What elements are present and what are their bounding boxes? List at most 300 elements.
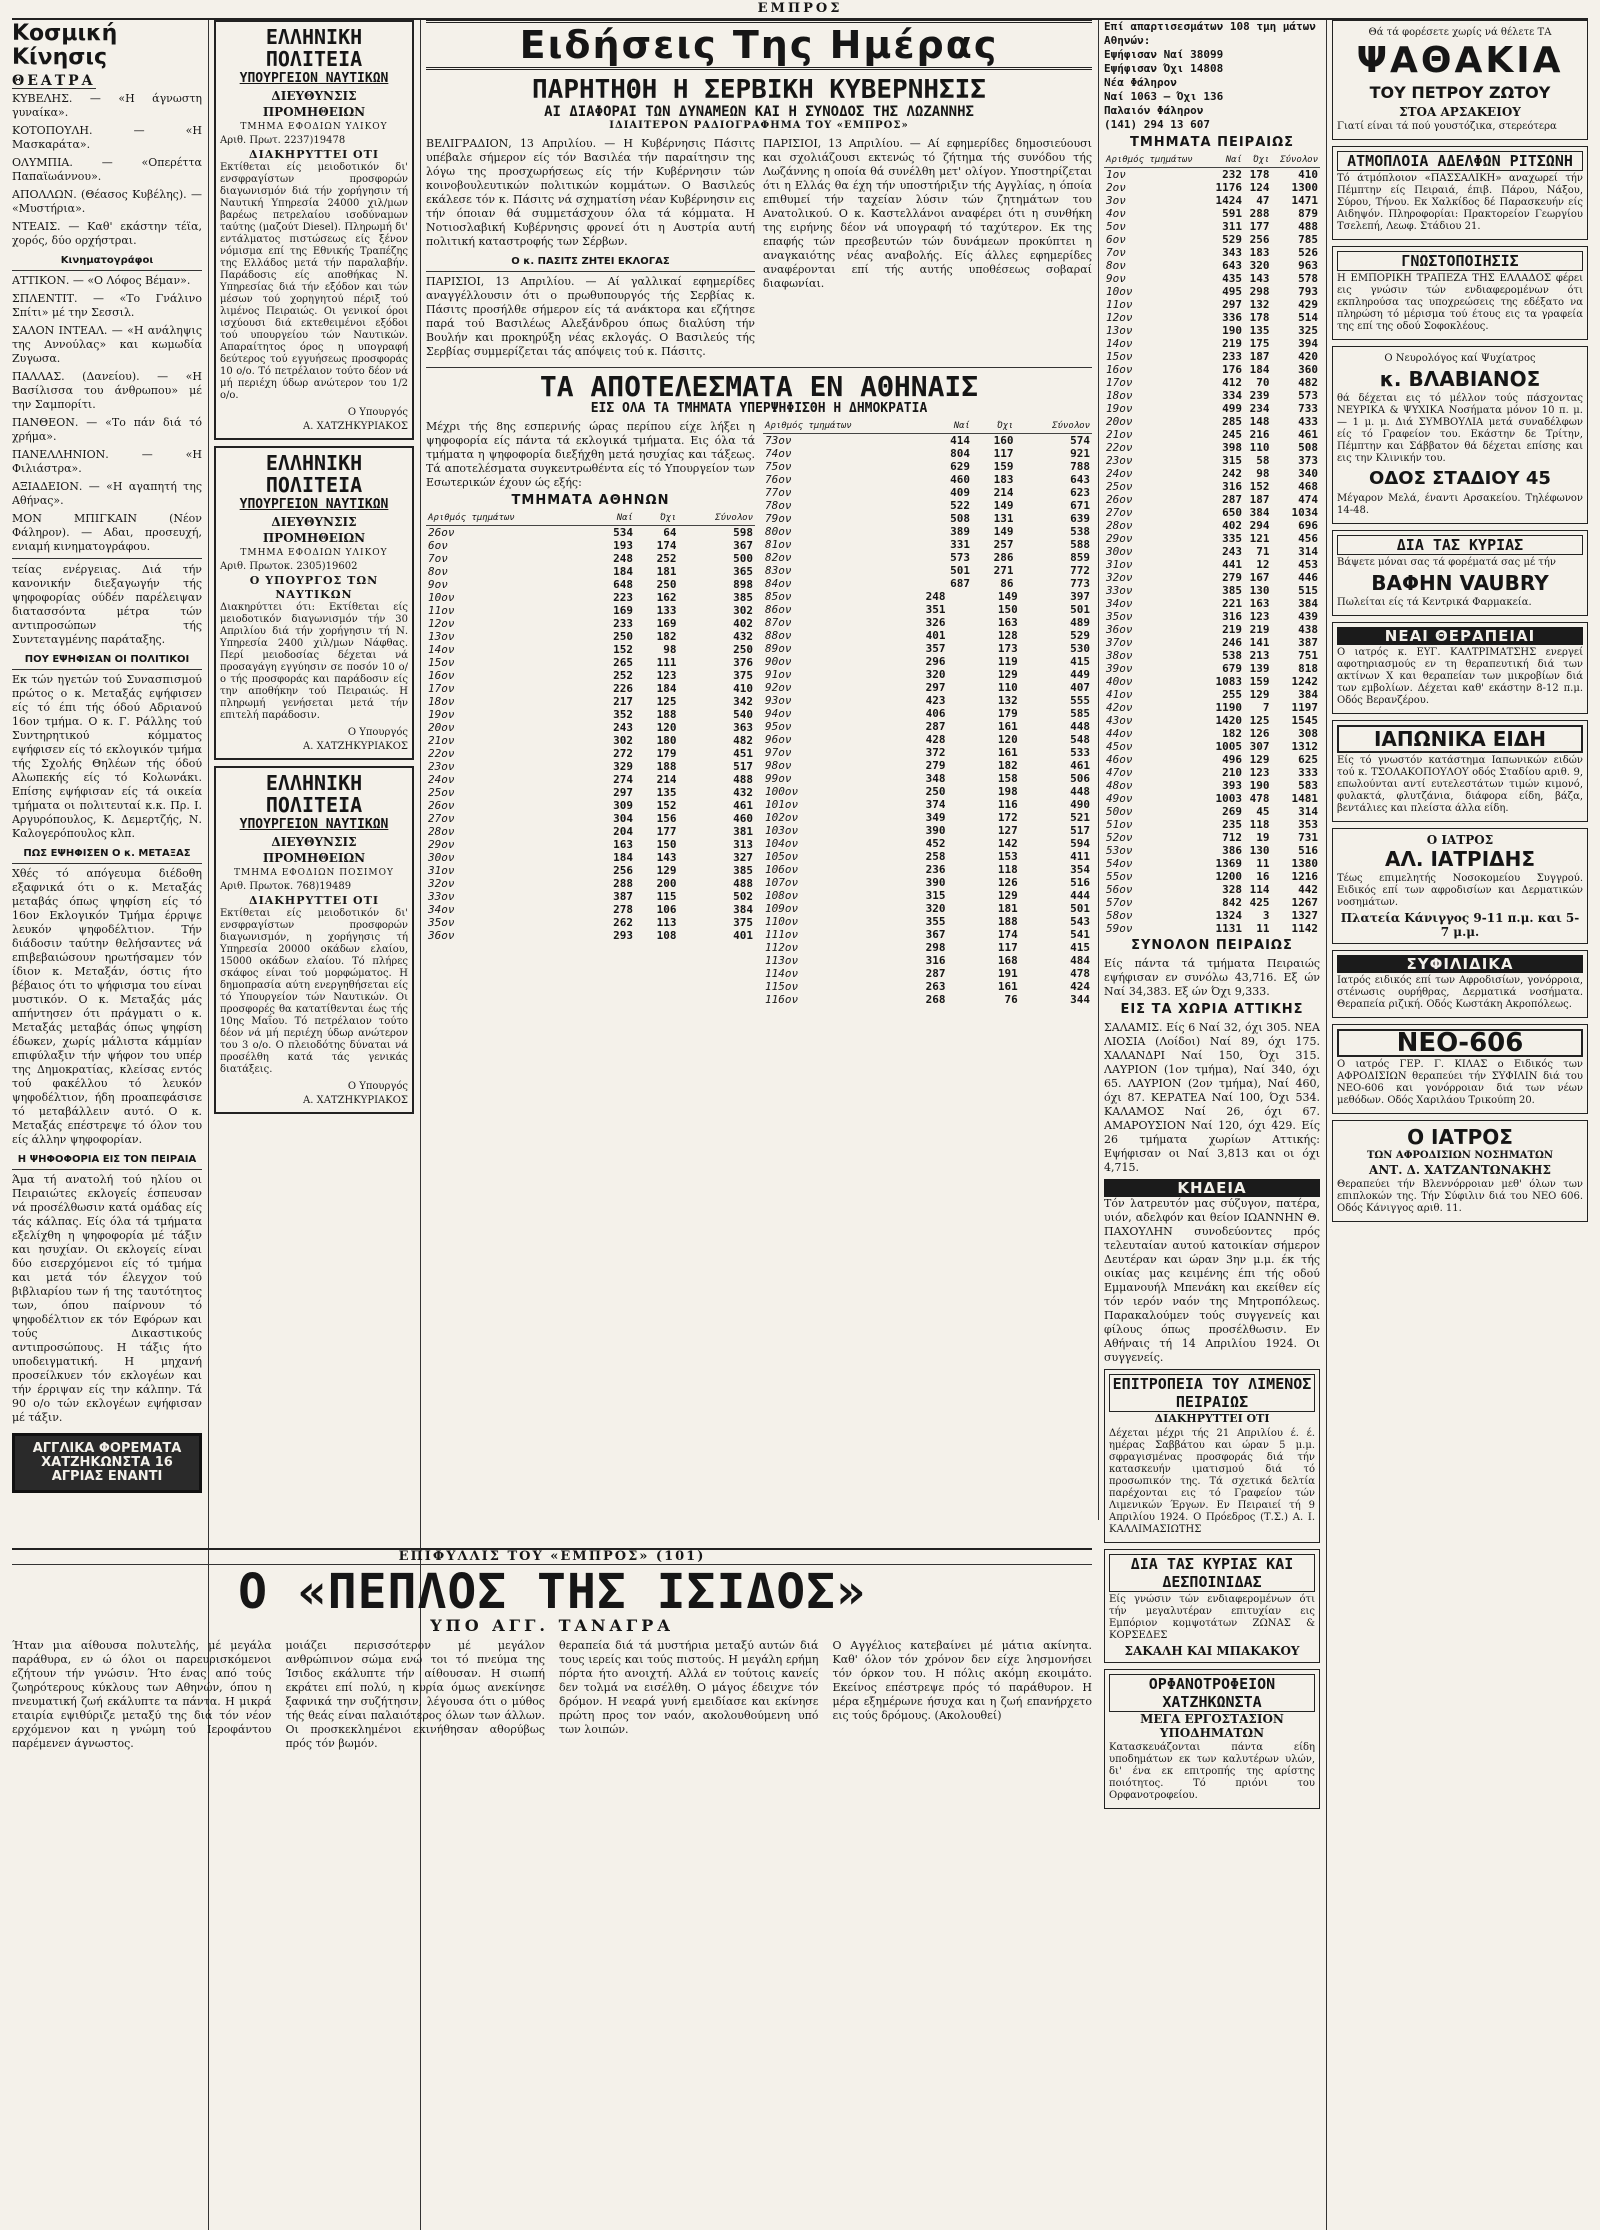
table-cell: 1242 bbox=[1291, 675, 1318, 688]
attica-title: ΕΙΣ ΤΑ ΧΩΡΙΑ ΑΤΤΙΚΗΣ bbox=[1120, 1002, 1304, 1017]
table-cell: 263 bbox=[925, 980, 946, 994]
cinemas-list bbox=[12, 274, 202, 554]
merger-text: Η ΕΜΠΟΡΙΚΗ ΤΡΑΠΕΖΑ ΤΗΣ ΕΛΛΑΔΟΣ φέρει εις γνώσιν τών ενδιαφερομένων ότι εκπληρούσα τας υποχρεώσεις της εδέξατο να πληρώση τό μέρισμα τού έτους εις τα γραφεία της επί της οδού Σοφοκλέους. bbox=[1337, 273, 1583, 332]
table-cell: 316 bbox=[1222, 610, 1242, 623]
table-cell: 320 bbox=[1249, 259, 1270, 272]
table-cell: 58 bbox=[1256, 454, 1270, 467]
table-row bbox=[763, 993, 1092, 1006]
table-cell: 22ον bbox=[428, 747, 455, 761]
table-cell: 33ον bbox=[428, 890, 455, 904]
table-row bbox=[426, 747, 755, 760]
table-cell: 406 bbox=[925, 707, 946, 721]
table-cell: 162 bbox=[656, 591, 677, 605]
table-row bbox=[1104, 623, 1320, 636]
table-cell: 31ον bbox=[428, 864, 455, 878]
theatres-label: ΘΕΑΤΡΑ bbox=[12, 73, 96, 89]
table-row bbox=[763, 759, 1092, 772]
table-row bbox=[763, 590, 1092, 603]
table-cell: 314 bbox=[1298, 545, 1318, 558]
notice-department: ΤΜΗΜΑ ΕΦΟΔΙΩΝ ΥΛΙΚΟΥ bbox=[240, 122, 388, 132]
doctor-pre: Ο ΙΑΤΡΟΣ bbox=[1426, 833, 1494, 847]
section-text: Άμα τή ανατολή τού ηλίου οι Πειραιώτες εκλογείς έσπευσαν νά προσέλθωσιν κατά ομάδας είς τάς κάλπας. Είς όλα τά τμήματα εξελίχθη η ψηφοφορία μέ τάξιν και ησυχίαν. Οι εκλογείς είναι δύο εισερχόμενοι είς τό τμήμα και μετά τόν έλεγχον τού βιβλιαρίου των ή της ταυτότητος των, όπου παίρνουν τό ψηφοδέλτιον εκ τόν Εφόρων και τούς Δικαστικούς αντιπροσώπους. Η τάξις ήτο υποδειγματική. Η μηχανή προσείλκυεν τόν εκλογέων και τήν έρριψαν είς την κάλπην. Τά 90 ο/ο τών εκλογέων εψήφισαν μέ τάξιν. bbox=[12, 1173, 202, 1424]
notice-signature-title: Ο Υπουργός bbox=[347, 1081, 408, 1092]
table-cell: 47ον bbox=[1106, 766, 1133, 779]
table-cell: 316 bbox=[925, 954, 946, 968]
table-cell: 573 bbox=[950, 551, 970, 565]
table-row bbox=[426, 604, 755, 617]
table-cell: 148 bbox=[1249, 415, 1270, 428]
table-cell: 381 bbox=[733, 825, 753, 839]
table-row bbox=[763, 655, 1092, 668]
table-row bbox=[1104, 688, 1320, 701]
table-cell: 87ον bbox=[765, 616, 792, 630]
table-cell: 696 bbox=[1298, 519, 1318, 532]
table-row bbox=[426, 643, 755, 656]
table-cell: 103ον bbox=[765, 824, 799, 838]
column-piraeus bbox=[1104, 20, 1320, 1815]
table-cell: 262 bbox=[613, 916, 633, 930]
table-cell: 501 bbox=[1070, 603, 1090, 617]
vaubry-title: ΒΑΦΗΝ VAUBRY bbox=[1371, 571, 1549, 595]
table-cell: 153 bbox=[997, 850, 1018, 864]
table-cell: 842 bbox=[1222, 896, 1242, 909]
table-cell: 116ον bbox=[765, 993, 799, 1007]
table-cell: 385 bbox=[733, 591, 753, 605]
table-cell: 158 bbox=[997, 772, 1018, 786]
table-cell: 5ον bbox=[1106, 220, 1126, 233]
table-cell: 514 bbox=[1298, 311, 1318, 324]
table-row bbox=[1104, 168, 1320, 182]
table-cell: 115ον bbox=[765, 980, 799, 994]
table-cell: 336 bbox=[1222, 311, 1242, 324]
table-cell: 250 bbox=[656, 578, 677, 592]
table-cell: 106ον bbox=[765, 863, 799, 877]
table-cell: 106 bbox=[656, 903, 677, 917]
subhead-serbia: ΑΙ ΔΙΑΦΟΡΑΙ ΤΩΝ ΔΥΝΑΜΕΩΝ ΚΑΙ Η ΣΥΝΟΔΟΣ ΤΗΣ ΛΩΖΑΝΝΗΣ bbox=[544, 103, 974, 120]
table-cell: 1034 bbox=[1291, 506, 1318, 519]
attica-text: ΣΑΛΑΜΙΣ. Είς 6 Ναί 32, όχι 305. ΝΕΑ ΛΙΟΣΙΑ (Λοίδοι) Ναί 89, όχι 175. ΧΑΛΑΝΔΡΙ Ναί 150, Όχι 315. ΛΑΥΡΙΟΝ (1ον τμήμα), Ναί 340, όχι 65. ΛΑΥΡΙΟΝ (2ον τμήμα), Ναί 460, όχι 87. ΚΕΡΑΤΕΑ Ναί 100, Όχι 534. ΚΑΛΑΜΟΣ Ναί 26, όχι 67. ΑΜΑΡΟΥΣΙΟΝ Ναί 120, όχι 429. Είς 26 τμήματα χωρίων Αττικής: Εψήφισαν οι Ναί 3,813 και οι όχι 4,715. bbox=[1104, 1021, 1320, 1174]
table-cell: 1005 bbox=[1215, 740, 1242, 753]
table-cell: 48ον bbox=[1106, 779, 1133, 792]
table-cell: 625 bbox=[1298, 753, 1318, 766]
table-cell: 25ον bbox=[1106, 480, 1133, 493]
table-row bbox=[426, 695, 755, 708]
table-cell: 188 bbox=[997, 915, 1018, 929]
table-cell: 126 bbox=[997, 876, 1018, 890]
table-row bbox=[1104, 909, 1320, 922]
table-cell: 141 bbox=[1249, 636, 1270, 649]
column-header: Σύνολον bbox=[1272, 154, 1320, 168]
table-cell: 478 bbox=[1070, 967, 1090, 981]
theatre-item: ΚΥΒΕΛΗΣ. — «Η άγνωστη γυναίκα». bbox=[12, 92, 202, 119]
table-cell: 12ον bbox=[428, 617, 455, 631]
table-cell: 55ον bbox=[1106, 870, 1133, 883]
table-cell: 184 bbox=[656, 682, 677, 696]
table-cell: 142 bbox=[997, 837, 1018, 851]
table-cell: 96ον bbox=[765, 733, 792, 747]
table-cell: 57ον bbox=[1106, 896, 1133, 909]
table-row bbox=[1104, 220, 1320, 233]
table-cell: 420 bbox=[1298, 350, 1318, 363]
table-cell: 517 bbox=[1070, 824, 1090, 838]
table-cell: 773 bbox=[1070, 577, 1090, 591]
ritsoni-text: Τό άτμόπλοιον «ΠΑΣΣΑΛΙΚΗ» αναχωρεί τήν Πέμπτην είς Πειραιά, έπιβ. Πάρου, Νάξου, Σύρου, Τήνου. Εκ Χαλκίδος δέ Παρασκευήν είς Αιδηψόν. Πληροφορίαι: Πρακτορείον Γεωργίου Τσελεπή, Λεωφ. Στάδιου 21. bbox=[1337, 173, 1583, 232]
table-cell: 423 bbox=[925, 694, 946, 708]
table-cell: 183 bbox=[1249, 246, 1270, 259]
notice-directorate: ΔΙΕΥΘΥΝΣΙΣ ΠΡΟΜΗΘΕΙΩΝ bbox=[262, 515, 366, 545]
table-cell: 415 bbox=[1070, 655, 1090, 669]
table-row bbox=[1104, 610, 1320, 623]
column-header: Σύνολον bbox=[678, 512, 755, 526]
doctor-text: Τέως επιμελητής Νοσοκομείου Συγγρού. Ειδικός επί των αφροδισίων και Δερματικών νοσημάτων. bbox=[1337, 873, 1583, 908]
table-cell: 42ον bbox=[1106, 701, 1133, 714]
table-row bbox=[1104, 831, 1320, 844]
table-row bbox=[763, 941, 1092, 954]
orphan-text: Κατασκευάζονται πάντα είδη υποδημάτων εκ των καλυτέρων υλών, δι' ένα εκ επιτροπής της αρίστης ποιότητος. Τό πριόνι του Ορφανοτροφείου. bbox=[1109, 1742, 1315, 1801]
masthead: ΕΜΠΡΟΣ bbox=[12, 0, 1588, 20]
table-cell: 325 bbox=[1298, 324, 1318, 337]
table-cell: 11 bbox=[1256, 857, 1270, 870]
table-row bbox=[1104, 740, 1320, 753]
table-cell: 501 bbox=[950, 564, 970, 578]
table-cell: 385 bbox=[733, 864, 753, 878]
table-cell: 223 bbox=[613, 591, 633, 605]
table-cell: 9ον bbox=[1106, 272, 1126, 285]
table-cell: 129 bbox=[1249, 753, 1270, 766]
table-cell: 1267 bbox=[1291, 896, 1318, 909]
table-cell: 184 bbox=[613, 565, 633, 579]
piraeus-total-title: ΣΥΝΟΛΟΝ ΠΕΙΡΑΙΩΣ bbox=[1131, 938, 1293, 953]
table-cell: 188 bbox=[656, 708, 677, 722]
table-cell: 785 bbox=[1298, 233, 1318, 246]
table-cell: 390 bbox=[925, 824, 946, 838]
section-text: Εκ τών ηγετών τού Συνασπισμού πρώτος ο κ. Μεταξάς εψήφισεν είς τό έπι τής όδού Αδριανού 16ον τμήμα. Ο κ. Γ. Ράλλης τού Συντηρητικού κόμματος εψήφισεν είς τό εκλογικόν τμήμα τής Σχολής Θηλέων τής όδού Αλωπεκής είς τό Κολωνάκι. Επίσης εψήφισαν είς τά οικεία τμήματα οι πολιτευταί κ.κ. Πρ. Ι. Αργυρόπουλος, Κ. Δεμερτζής, Ν. Καλογερόπουλος κλπ. bbox=[12, 673, 202, 840]
table-cell: 86ον bbox=[765, 603, 792, 617]
table-cell: 123 bbox=[1249, 610, 1270, 623]
table-cell: 216 bbox=[1249, 428, 1270, 441]
table-cell: 438 bbox=[1298, 623, 1318, 636]
table-cell: 110 bbox=[1249, 441, 1270, 454]
neuro-text: θά δέχεται εις τό μέλλον τούς πάσχοντας ΝΕΥΡΙΚΑ & ΨΥΧΙΚΑ Νοσήματα μόνον 10 π. μ. — 1 μ. μ. Διά ΣΥΜΒΟΥΛΙΑ μετά συναδέλφων είς τό Γραφείον του. Εκάστην δε Τρίτην, Πέμπτην και Σάββατον θά δέχεται επίσης και εις την Κλινικήν του. bbox=[1337, 393, 1583, 464]
table-row bbox=[426, 916, 755, 929]
table-row bbox=[1104, 363, 1320, 376]
column-header: Αριθμός τμημάτων bbox=[426, 512, 591, 526]
table-cell: 598 bbox=[733, 526, 753, 540]
table-cell: 585 bbox=[1070, 707, 1090, 721]
table-cell: 161 bbox=[997, 980, 1018, 994]
table-cell: 88ον bbox=[765, 629, 792, 643]
table-cell: 288 bbox=[1249, 207, 1270, 220]
table-cell: 135 bbox=[656, 786, 677, 800]
table-cell: 340 bbox=[1298, 467, 1318, 480]
notice-ministry: ΥΠΟΥΡΓΕΙΟΝ ΝΑΥΤΙΚΩΝ bbox=[239, 497, 389, 512]
table-row bbox=[763, 811, 1092, 824]
table-cell: 159 bbox=[1249, 675, 1270, 688]
table-cell: 81ον bbox=[765, 538, 792, 552]
table-cell: 315 bbox=[925, 889, 946, 903]
table-cell: 152 bbox=[613, 643, 633, 657]
column-ads bbox=[1332, 20, 1588, 1228]
table-cell: 50ον bbox=[1106, 805, 1133, 818]
table-cell: 385 bbox=[1222, 584, 1242, 597]
table-cell: 548 bbox=[1070, 733, 1090, 747]
table-cell: 1312 bbox=[1291, 740, 1318, 753]
table-cell: 130 bbox=[1249, 584, 1270, 597]
table-cell: 243 bbox=[613, 721, 633, 735]
cinema-item: ΑΤΤΙΚΟΝ. — «Ο Λόφος Βέμαν». bbox=[12, 274, 191, 287]
table-cell: 56ον bbox=[1106, 883, 1133, 896]
table-row bbox=[426, 539, 755, 552]
table-row bbox=[763, 538, 1092, 551]
table-cell: 214 bbox=[993, 486, 1014, 500]
table-cell: 110 bbox=[997, 681, 1018, 695]
table-cell: 363 bbox=[733, 721, 753, 735]
table-row bbox=[1104, 389, 1320, 402]
table-cell: 11ον bbox=[428, 604, 455, 618]
table-row bbox=[763, 473, 1092, 486]
table-cell: 29ον bbox=[1106, 532, 1133, 545]
table-cell: 515 bbox=[1298, 584, 1318, 597]
table-cell: 184 bbox=[613, 851, 633, 865]
table-cell: 54ον bbox=[1106, 857, 1133, 870]
table-cell: 79ον bbox=[765, 512, 792, 526]
table-cell: 124 bbox=[1249, 181, 1270, 194]
table-cell: 226 bbox=[613, 682, 633, 696]
section-head: ΠΟΥ ΕΨΗΦΙΣΑΝ ΟΙ ΠΟΛΙΤΙΚΟΙ bbox=[12, 653, 202, 670]
table-cell: 101ον bbox=[765, 798, 799, 812]
table-row bbox=[1104, 311, 1320, 324]
table-cell: 183 bbox=[993, 473, 1014, 487]
sub-pasits: Ο κ. ΠΑΣΙΤΣ ΖΗΤΕΙ ΕΚΛΟΓΑΣ bbox=[426, 255, 755, 272]
table-cell: 313 bbox=[733, 838, 753, 852]
table-cell: 279 bbox=[925, 759, 946, 773]
table-row bbox=[1104, 792, 1320, 805]
ministry-notice bbox=[214, 766, 414, 1114]
table-cell: 19ον bbox=[428, 708, 455, 722]
table-cell: 257 bbox=[993, 538, 1014, 552]
harbour-title: ΕΠΙΤΡΟΠΕΙΑ ΤΟΥ ΛΙΜΕΝΟΣ ΠΕΙΡΑΙΩΣ bbox=[1109, 1374, 1315, 1412]
table-cell: 21ον bbox=[428, 734, 455, 748]
column-header: Σύνολον bbox=[1015, 420, 1092, 434]
table-cell: 439 bbox=[1298, 610, 1318, 623]
table-cell: 2ον bbox=[1106, 181, 1126, 194]
table-row bbox=[426, 682, 755, 695]
table-cell: 110ον bbox=[765, 915, 799, 929]
table-cell: 163 bbox=[613, 838, 633, 852]
table-cell: 648 bbox=[613, 578, 633, 592]
notice-department: ΤΜΗΜΑ ΕΦΟΔΙΩΝ ΠΟΣΙΜΟΥ bbox=[234, 868, 394, 878]
table-row bbox=[426, 838, 755, 851]
table-cell: 174 bbox=[656, 539, 677, 553]
neo-text: Ο ιατρός ΓΕΡ. Γ. ΚΙΛΑΣ ο Ειδικός των ΑΦΡΟΔΙΣΙΩΝ θεραπεύει τήν ΣΥΦΙΛΙΝ διά του ΝΕΟ-606 και γονόρροιαν διά των νέων μεθόδων. Οδός Χαριλάου Τρικούπη 20. bbox=[1337, 1059, 1583, 1106]
table-cell: 279 bbox=[1222, 571, 1242, 584]
theatre-item: ΝΤΕΑΙΣ. — Καθ' εκάστην τέϊα, χορός, δύο ορχήστραι. bbox=[12, 220, 202, 247]
table-row bbox=[763, 824, 1092, 837]
table-cell: 36ον bbox=[1106, 623, 1133, 636]
summary-line: Νέα Φάληρον bbox=[1104, 76, 1177, 89]
table-cell: 161 bbox=[997, 746, 1018, 760]
table-cell: 285 bbox=[1222, 415, 1242, 428]
table-row bbox=[1104, 584, 1320, 597]
table-cell: 315 bbox=[1222, 454, 1242, 467]
table-cell: 256 bbox=[1249, 233, 1270, 246]
table-cell: 375 bbox=[733, 669, 753, 683]
table-row bbox=[763, 707, 1092, 720]
table-cell: 1420 bbox=[1215, 714, 1242, 727]
vaubry-text: Βάψετε μόναι σας τά φορέματά σας μέ τήν bbox=[1337, 557, 1556, 568]
table-cell: 139 bbox=[1249, 662, 1270, 675]
table-cell: 159 bbox=[993, 460, 1014, 474]
table-cell: 402 bbox=[1222, 519, 1242, 532]
table-cell: 1369 bbox=[1215, 857, 1242, 870]
table-row bbox=[1104, 714, 1320, 727]
table-row bbox=[426, 552, 755, 565]
table-row bbox=[426, 526, 755, 540]
table-cell: 488 bbox=[733, 773, 753, 787]
athens-table-c bbox=[763, 590, 1092, 1006]
table-cell: 214 bbox=[656, 773, 677, 787]
table-cell: 78ον bbox=[765, 499, 792, 513]
table-row bbox=[763, 447, 1092, 460]
cinema-item: ΣΑΛΟΝ ΙΝΤΕΑΛ. — «Η ανάληψις της Αννούλας» και κωμωδία Ζυγωσα. bbox=[12, 324, 202, 365]
table-row bbox=[1104, 870, 1320, 883]
table-cell: 74ον bbox=[765, 447, 792, 461]
table-row bbox=[1104, 506, 1320, 519]
table-cell: 573 bbox=[1298, 389, 1318, 402]
column-header: Όχι bbox=[635, 512, 679, 526]
table-row bbox=[426, 630, 755, 643]
table-cell: 113ον bbox=[765, 954, 799, 968]
table-row bbox=[426, 669, 755, 682]
table-cell: 112ον bbox=[765, 941, 799, 955]
table-cell: 45 bbox=[1256, 805, 1270, 818]
table-cell: 444 bbox=[1070, 889, 1090, 903]
table-cell: 26ον bbox=[428, 526, 455, 540]
notice-declares: ΔΙΑΚΗΡΥΤΤΕΙ ΟΤΙ bbox=[249, 148, 379, 161]
table-row bbox=[1104, 857, 1320, 870]
table-cell: 248 bbox=[613, 552, 633, 566]
table-cell: 287 bbox=[925, 967, 946, 981]
table-cell: 384 bbox=[1249, 506, 1270, 519]
table-cell: 27ον bbox=[428, 812, 455, 826]
table-cell: 34ον bbox=[1106, 597, 1133, 610]
table-cell: 172 bbox=[997, 811, 1018, 825]
table-cell: 108ον bbox=[765, 889, 799, 903]
table-cell: 344 bbox=[1070, 993, 1090, 1007]
table-row bbox=[1104, 246, 1320, 259]
table-row bbox=[426, 617, 755, 630]
table-cell: 435 bbox=[1222, 272, 1242, 285]
table-cell: 256 bbox=[613, 864, 633, 878]
table-cell: 235 bbox=[1222, 818, 1242, 831]
table-cell: 772 bbox=[1070, 564, 1090, 578]
table-cell: 246 bbox=[1222, 636, 1242, 649]
table-row bbox=[763, 434, 1092, 448]
japan-title: ΙΑΠΩΝΙΚΑ ΕΙΔΗ bbox=[1337, 725, 1583, 753]
table-row bbox=[1104, 259, 1320, 272]
table-cell: 107ον bbox=[765, 876, 799, 890]
table-cell: 6ον bbox=[428, 539, 448, 553]
table-row bbox=[1104, 207, 1320, 220]
table-row bbox=[1104, 818, 1320, 831]
table-cell: 133 bbox=[656, 604, 677, 618]
table-cell: 167 bbox=[1249, 571, 1270, 584]
table-cell: 252 bbox=[613, 669, 633, 683]
table-cell: 578 bbox=[1298, 272, 1318, 285]
table-cell: 453 bbox=[1298, 558, 1318, 571]
serial-section bbox=[12, 1548, 1092, 2230]
table-cell: 49ον bbox=[1106, 792, 1133, 805]
table-row bbox=[763, 642, 1092, 655]
table-cell: 35ον bbox=[428, 916, 455, 930]
table-cell: 650 bbox=[1222, 506, 1242, 519]
table-row bbox=[763, 863, 1092, 876]
table-cell: 15ον bbox=[1106, 350, 1133, 363]
table-cell: 1471 bbox=[1291, 194, 1318, 207]
table-cell: 190 bbox=[1249, 779, 1270, 792]
table-cell: 265 bbox=[613, 656, 633, 670]
table-cell: 12 bbox=[1256, 558, 1270, 571]
cinema-item: ΣΠΛΕΝΤΙΤ. — «Το Γνάλινο Σπίτι» μέ την Σεσσιλ. bbox=[12, 292, 202, 319]
vaubry-sold: Πωλείται είς τά Κεντρικά Φαρμακεία. bbox=[1337, 597, 1532, 608]
table-row bbox=[1104, 922, 1320, 935]
table-row bbox=[763, 967, 1092, 980]
orphan-title: ΟΡΦΑΝΟΤΡΟΦΕΙΟΝ ΧΑΤΖΗΚΩΝΣΤΑ bbox=[1109, 1674, 1315, 1712]
table-cell: 349 bbox=[925, 811, 946, 825]
summary-line: Εψήφισαν Όχι 14808 bbox=[1104, 62, 1224, 75]
vaubry-pre: ΔΙΑ ΤΑΣ ΚΥΡΙΑΣ bbox=[1337, 535, 1583, 555]
table-cell: 143 bbox=[656, 851, 677, 865]
athens-table-title: ΤΜΗΜΑΤΑ ΑΘΗΝΩΝ bbox=[511, 493, 670, 509]
table-cell: 41ον bbox=[1106, 688, 1133, 701]
table-cell: 178 bbox=[1249, 311, 1270, 324]
table-row bbox=[1104, 532, 1320, 545]
table-cell: 182 bbox=[997, 759, 1018, 773]
table-row bbox=[763, 668, 1092, 681]
table-cell: 16ον bbox=[428, 669, 455, 683]
table-cell: 451 bbox=[733, 747, 753, 761]
table-cell: 149 bbox=[997, 590, 1018, 604]
table-row bbox=[763, 902, 1092, 915]
table-cell: 351 bbox=[925, 603, 946, 617]
table-row bbox=[1104, 337, 1320, 350]
table-cell: 501 bbox=[1070, 902, 1090, 916]
table-cell: 125 bbox=[1249, 714, 1270, 727]
table-cell: 85ον bbox=[765, 590, 792, 604]
table-row bbox=[426, 734, 755, 747]
table-cell: 150 bbox=[656, 838, 677, 852]
table-cell: 16 bbox=[1256, 870, 1270, 883]
psathakia-pre: Θά τά φορέσετε χωρίς νά θέλετε ΤΑ bbox=[1368, 27, 1552, 38]
table-row bbox=[763, 798, 1092, 811]
corset-text: Είς γνώσιν τών ενδιαφερομένων ότι τήν μεγαλυτέραν επιτυχίαν εις Εμπόριον κομψοτάτων ΖΩΝΑΣ & ΚΟΡΣΕΔΕΣ bbox=[1109, 1594, 1315, 1641]
table-cell: 174 bbox=[997, 928, 1018, 942]
table-row bbox=[763, 616, 1092, 629]
table-cell: 71 bbox=[1256, 545, 1270, 558]
table-cell: 543 bbox=[1070, 915, 1090, 929]
piraeus-table bbox=[1104, 154, 1320, 935]
table-cell: 111ον bbox=[765, 928, 799, 942]
theatres-list bbox=[12, 92, 202, 248]
table-cell: 508 bbox=[950, 512, 970, 526]
table-cell: 731 bbox=[1298, 831, 1318, 844]
cinema-item: ΑΞΙΑΔΕΙΟΝ. — «Η αγαπητή της Αθήνας». bbox=[12, 480, 202, 507]
table-cell: 374 bbox=[925, 798, 946, 812]
table-cell: 402 bbox=[733, 617, 753, 631]
table-cell: 468 bbox=[1298, 480, 1318, 493]
notice-signature-title: Ο Υπουργός bbox=[347, 407, 408, 418]
table-cell: 217 bbox=[613, 695, 633, 709]
